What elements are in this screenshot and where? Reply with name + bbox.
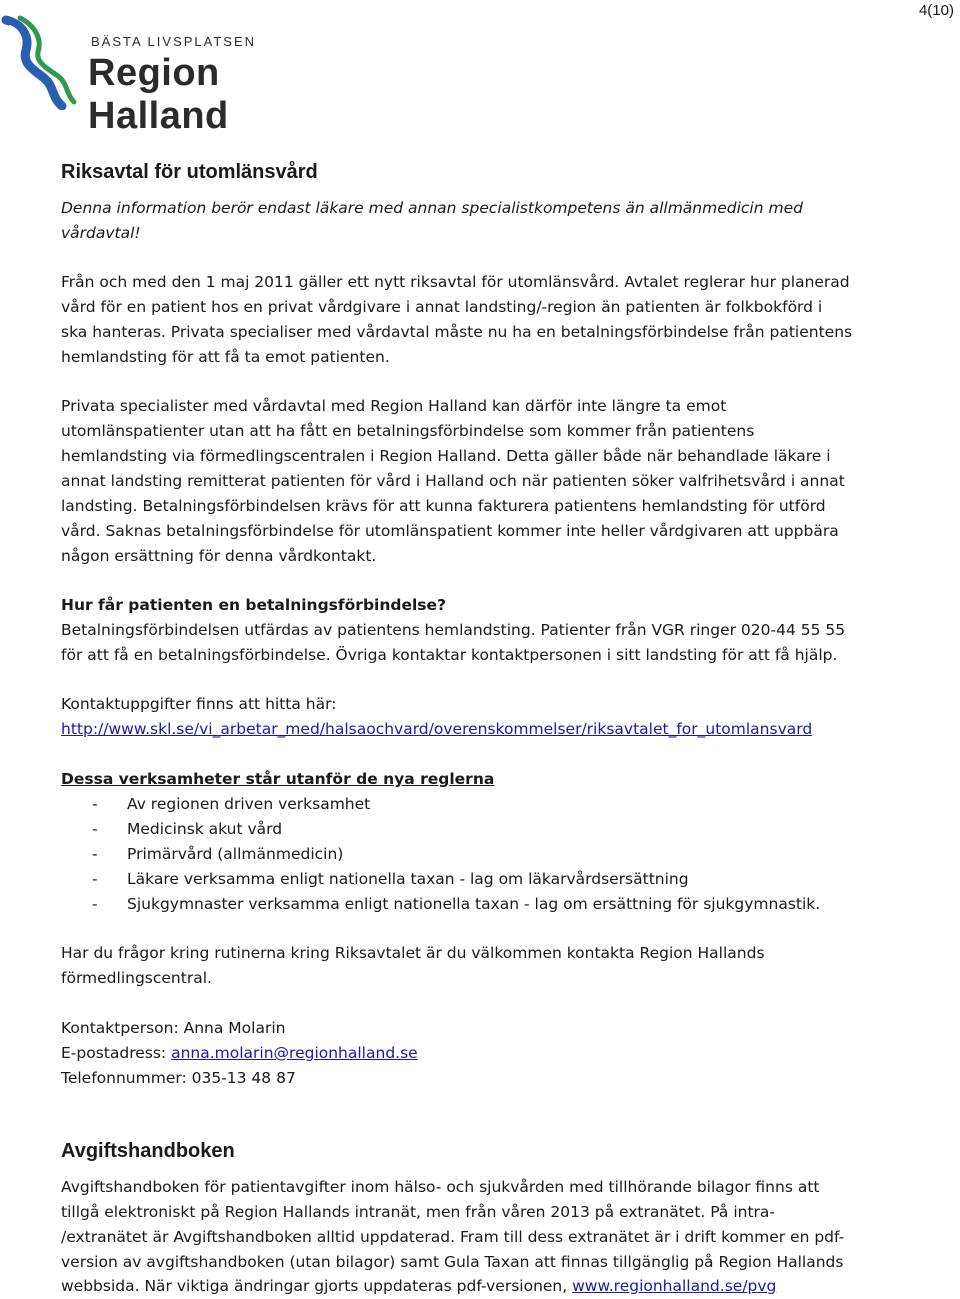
para2-line-3: hemlandsting via förmedlingscentralen i Region Halland. Detta gäller både när behandlade läkare i [61, 447, 831, 465]
questions-line-1: Har du frågor kring rutinerna kring Riksavtalet är du välkommen kontakta Region Hallands [61, 944, 765, 962]
para1-line-2: vård för en patient hos en privat vårdgivare i annat landsting/-region än patienten är folkbokförd i [61, 298, 823, 316]
para2-line-6: vård. Saknas betalningsförbindelse för utomlänspatient kommer inte heller vårdgivaren att uppbära [61, 522, 839, 540]
pvg-link[interactable]: www.regionhalland.se/pvg [572, 1277, 777, 1295]
intro-line-1: Denna information berör endast läkare med annan specialistkompetens än allmänmedicin med [61, 199, 803, 217]
section-title-avgiftshandboken: Avgiftshandboken [61, 1140, 235, 1162]
intro-line-2: vårdavtal! [61, 224, 141, 242]
email-label: E-postadress: [61, 1044, 172, 1062]
contact-person: Kontaktperson: Anna Molarin [61, 1019, 286, 1037]
section-title-riksavtal: Riksavtal för utomlänsvård [61, 161, 318, 183]
logo-tagline: BÄSTA LIVSPLATSEN [91, 34, 257, 49]
para1-line-4: hemlandsting för att få ta emot patienten. [61, 348, 390, 366]
email-link[interactable]: anna.molarin@regionhalland.se [171, 1044, 418, 1062]
question-heading: Hur får patienten en betalningsförbindelse? [61, 596, 447, 614]
para2-line-5: landsting. Betalningsförbindelsen krävs för att kunna fakturera patientens hemlandsting för utförd [61, 497, 826, 515]
phone: Telefonnummer: 035-13 48 87 [61, 1069, 296, 1087]
para2-line-2: utomlänspatienter utan att ha fått en betalningsförbindelse som kommer från patientens [61, 422, 755, 440]
page-number: 4(10) [918, 2, 954, 19]
avgift-line-3: /extranätet är Avgiftshandboken alltid uppdaterad. Fram till dess extranätet är i drift kommer en pdf- [61, 1228, 845, 1246]
logo [0, 14, 370, 137]
para2-line-4: annat landsting remitterat patienten för vård i Halland och när patienten söker valfrihetsvård i annat [61, 472, 845, 490]
questions-line-2: förmedlingscentral. [61, 969, 212, 987]
avgift-line-5-text: webbsida. När viktiga ändringar gjorts uppdateras pdf-versionen, [61, 1277, 573, 1295]
email-row [61, 1041, 418, 1066]
region-halland-logo-icon [0, 14, 86, 110]
para2-line-7: någon ersättning för denna vårdkontakt. [61, 547, 377, 565]
answer-line-1: Betalningsförbindelsen utfärdas av patientens hemlandsting. Patienter från VGR ringer 020-44 55 55 [61, 621, 846, 639]
avgift-line-4: version av avgiftshandboken (utan bilagor) samt Gula Taxan att finnas tillgänglig på Region Hallands [61, 1253, 844, 1271]
answer-line-2: för att få en betalningsförbindelse. Övriga kontaktar kontaktpersonen i sitt landsting för att få hjälp. [61, 646, 838, 664]
contact-intro: Kontaktuppgifter finns att hitta här: [61, 695, 337, 713]
exceptions-heading: Dessa verksamheter står utanför de nya reglerna [61, 770, 495, 788]
contact-url-link[interactable]: http://www.skl.se/vi_arbetar_med/halsaochvard/overenskommelser/riksavtalet_for_utomlansvard [61, 720, 813, 738]
logo-name: Region Halland [88, 52, 229, 137]
avgift-line-5 [61, 1274, 776, 1299]
avgift-line-2: tillgå elektroniskt på Region Hallands intranät, men från våren 2013 på extranätet. På intra- [61, 1203, 775, 1221]
para1-line-3: ska hanteras. Privata specialiser med vårdavtal måste nu ha en betalningsförbindelse från patientens [61, 323, 853, 341]
avgift-line-1: Avgiftshandboken för patientavgifter inom hälso- och sjukvården med tillhörande bilagor finns att [61, 1178, 820, 1196]
para2-line-1: Privata specialister med vårdavtal med Region Halland kan därför inte längre ta emot [61, 397, 727, 415]
para1-line-1: Från och med den 1 maj 2011 gäller ett nytt riksavtal för utomlänsvård. Avtalet reglerar hur planerad [61, 273, 850, 291]
